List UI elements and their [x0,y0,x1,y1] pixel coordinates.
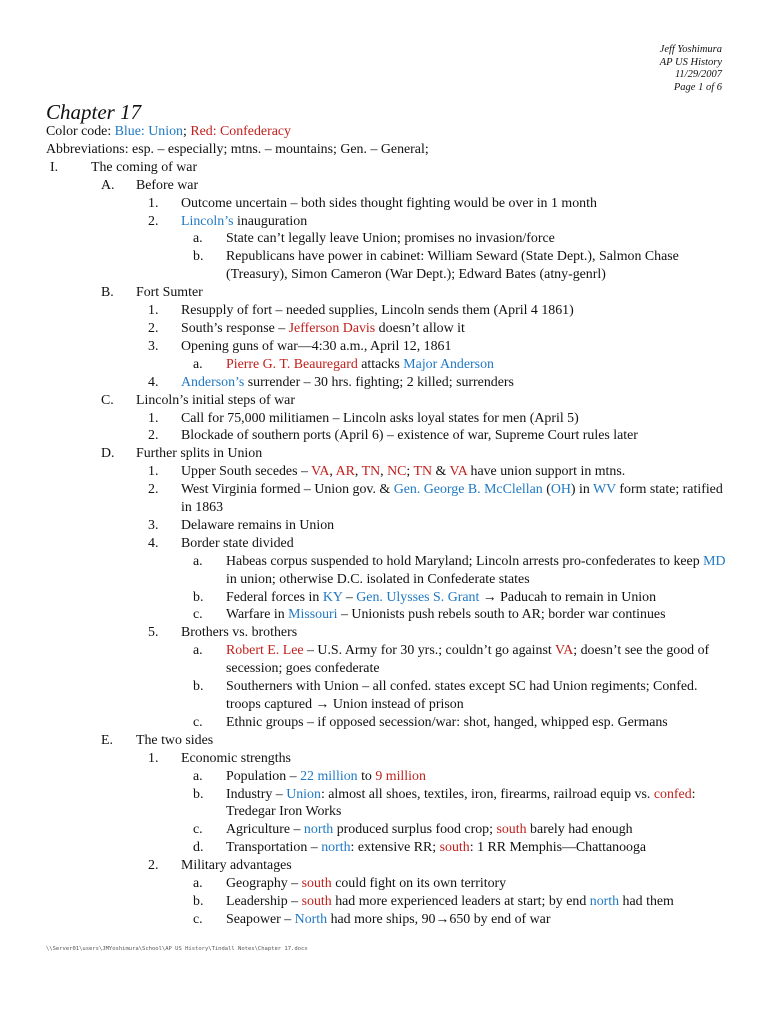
text-segment: Lincoln’s initial steps of war [136,392,295,408]
outline-marker: C. [101,392,114,408]
text-segment: – Unionists push rebels south to AR; border war continues [337,607,666,623]
text-segment: VA [554,643,574,659]
text-segment: south [496,822,527,838]
outline-marker: 2. [148,320,159,336]
outline-marker: B. [101,285,114,301]
text-segment: Abbreviations: esp. – especially; mtns. – mountains; Gen. – General; [46,141,429,157]
text-segment: in union; otherwise D.C. isolated in Confederate states [226,571,530,587]
text-segment: Warfare in [226,607,289,623]
outline-marker: 1. [148,464,159,480]
text-segment: → Paducah to remain in Union [479,589,657,605]
text-segment: inauguration [233,213,308,229]
text-segment: Blockade of southern ports (April 6) – existence of war, Supreme Court rules later [181,428,638,444]
text-segment: West Virginia formed – Union gov. & [181,482,394,498]
preface-line [46,141,728,159]
text-segment: Anderson’s [181,374,245,390]
outline-item-level-4 [46,230,728,248]
course-name: AP US History [659,56,722,68]
text-segment: Major Anderson [403,356,494,372]
text-segment: Ethnic groups – if opposed secession/war: shot, hanged, whipped esp. Germans [226,714,668,730]
outline-item-level-4 [46,875,728,893]
text-segment: Gen. Ulysses S. Grant [356,589,480,605]
text-segment: VA [311,464,330,480]
outline-marker: D. [101,446,115,462]
outline-text [46,786,726,822]
text-segment: 22 million [300,768,358,784]
text-segment: , [380,464,388,480]
outline-item-level-3 [46,857,728,875]
text-segment: ; [182,124,191,139]
text-segment: north [589,893,620,909]
text-segment: to [357,768,376,784]
text-segment: south [301,876,332,892]
text-segment: & [432,464,450,480]
text-segment: MD [703,553,726,569]
outline-item-level-2 [46,177,728,195]
text-segment: Habeas corpus suspended to hold Maryland; Lincoln arrests pro-confederates to keep [226,553,704,569]
text-segment: The two sides [136,732,214,748]
outline-marker: b. [193,786,204,802]
text-segment: form state; ratified in 1863 [181,482,723,516]
text-segment: : Tredegar Iron Works [226,786,696,820]
text-segment: Resupply of fort – needed supplies, Lincoln sends them (April 4 1861) [181,303,574,319]
text-segment: had them [619,893,674,909]
text-segment: : 1 RR Memphis—Chattanooga [469,840,647,856]
outline-marker: c. [193,911,203,927]
outline-text [46,392,726,410]
outline-marker: 1. [148,750,159,766]
outline-text [46,445,726,463]
text-segment: : extensive RR; [350,840,440,856]
outline-text [46,893,726,911]
outline-text [46,284,726,302]
outline-item-level-3 [46,338,728,356]
outline-item-level-1 [46,159,728,177]
outline-text [46,875,726,893]
outline-item-level-4 [46,768,728,786]
text-segment: Gen. George B. McClellan [393,482,543,498]
text-segment: Military advantages [181,858,292,874]
text-segment: VA [449,464,468,480]
outline-text [46,732,726,750]
outline-marker: b. [193,679,204,695]
text-segment: had more ships, 90→650 by end of war [327,911,551,927]
outline-text [46,589,726,607]
text-segment: KY [322,589,343,605]
text-segment: Economic strengths [181,750,291,766]
text-segment: ; doesn’t see the good of secession; goes confederate [226,643,710,677]
text-segment: Upper South secedes – [181,464,312,480]
outline-marker: c. [193,822,203,838]
text-segment: Delaware remains in Union [181,517,335,533]
outline-marker: 1. [148,195,159,211]
text-segment: Union [286,786,321,802]
text-segment: , [354,464,362,480]
text-segment: have union support in mtns. [467,464,626,480]
outline-text [46,177,726,195]
outline-marker: a. [193,553,203,569]
text-segment: Jefferson Davis [288,320,376,336]
text-segment: Color code: [46,124,115,139]
text-segment: : almost all shoes, textiles, iron, firearms, railroad equip vs. [320,786,654,802]
outline-item-level-4 [46,911,728,929]
text-segment: , [329,464,336,480]
outline-marker: 2. [148,428,159,444]
outline-item-level-2 [46,445,728,463]
preface-line [46,123,728,141]
outline-marker: 5. [148,625,159,641]
outline-text [46,839,726,857]
outline-marker: c. [193,714,203,730]
text-segment: Transportation – [226,840,322,856]
outline-text [46,230,726,248]
outline-item-level-2 [46,732,728,750]
outline-marker: 2. [148,482,159,498]
chapter-title: Chapter 17 [46,100,142,124]
outline-marker: I. [50,159,59,175]
outline-text [46,911,726,929]
outline-marker: 1. [148,410,159,426]
outline-text [46,714,726,732]
text-segment: Outcome uncertain – both sides thought fighting would be over in 1 month [181,195,597,211]
outline-item-level-3 [46,302,728,320]
text-segment: Before war [136,177,199,193]
text-segment: Agriculture – [226,822,304,838]
outline-marker: b. [193,589,204,605]
outline-text [46,553,726,589]
text-segment: Industry – [226,786,287,802]
text-segment: NC [387,464,407,480]
text-segment: had more experienced leaders at start; by end [331,893,590,909]
outline-marker: a. [193,231,203,247]
outline-item-level-3 [46,320,728,338]
outline-marker: a. [193,356,203,372]
text-segment: – [342,589,357,605]
author-name: Jeff Yoshimura [659,44,722,55]
text-segment: ; [406,464,414,480]
outline-item-level-2 [46,392,728,410]
file-path-footer: \\Server01\users\JMYoshimura\School\AP US History\Tindall Notes\Chapter 17.docx [46,946,308,952]
outline-item-level-4 [46,786,728,822]
outline-text [46,768,726,786]
outline-marker: 4. [148,535,159,551]
outline-item-level-4 [46,589,728,607]
text-segment: confed [653,786,692,802]
text-segment: Call for 75,000 militiamen – Lincoln asks loyal states for men (April 5) [181,410,579,426]
text-segment: Further splits in Union [136,446,263,462]
outline-item-level-3 [46,481,728,517]
outline-item-level-3 [46,750,728,768]
text-segment: – U.S. Army for 30 yrs.; couldn’t go against [303,643,555,659]
outline-marker: 3. [148,517,159,533]
text-segment: Border state divided [181,535,294,551]
outline-marker: a. [193,643,203,659]
outline-marker: 2. [148,213,159,229]
text-segment: South’s response – [181,320,289,336]
outline-marker: a. [193,876,203,892]
outline-item-level-4 [46,678,728,714]
text-segment: ( [542,482,551,498]
outline-item-level-3 [46,195,728,213]
outline-text [46,248,726,284]
outline-item-level-3 [46,374,728,392]
text-segment: Geography – [226,876,302,892]
outline-marker: 1. [148,303,159,319]
outline-item-level-3 [46,517,728,535]
outline-marker: b. [193,893,204,909]
text-segment: Opening guns of war—4:30 a.m., April 12, 1861 [181,338,452,354]
text-segment: north [321,840,351,856]
outline-marker: a. [193,768,203,784]
text-segment: Blue: Union [114,124,183,139]
header-block [660,44,722,94]
text-segment: Pierre G. T. Beauregard [226,356,358,372]
text-segment: Leadership – [226,893,302,909]
text-segment: 9 million [375,768,426,784]
text-segment: The coming of war [91,159,198,175]
outline-text [46,606,726,624]
text-segment: North [294,911,328,927]
outline-item-level-4 [46,553,728,589]
text-segment: Southerners with Union – all confed. states except SC had Union regiments; Confed. troops captured → Union instead of prison [226,679,698,712]
outline-marker: c. [193,607,203,623]
text-segment: north [303,822,334,838]
outline-marker: b. [193,249,204,265]
outline-item-level-3 [46,463,728,481]
text-segment: WV [593,482,616,498]
outline-item-level-3 [46,535,728,553]
text-segment: could fight on its own territory [331,876,507,892]
outline-marker: A. [101,177,115,193]
outline-item-level-4 [46,714,728,732]
page-number: Page 1 of 6 [673,81,722,93]
preface [46,123,728,159]
document-date: 11/29/2007 [674,69,722,80]
text-segment: Missouri [288,607,338,623]
text-segment: south [439,840,470,856]
text-segment: produced surplus food crop; [333,822,497,838]
text-segment: ) in [570,482,594,498]
outline-item-level-4 [46,248,728,284]
outline-item-level-4 [46,356,728,374]
text-segment: Republicans have power in cabinet: William Seward (State Dept.), Salmon Chase (Treasury), Simon Cameron (War Dept.); Edward Bates (atny-genrl) [226,249,679,283]
outline-item-level-3 [46,427,728,445]
text-segment: doesn’t allow it [375,320,465,336]
outline-marker: 4. [148,374,159,390]
text-segment: Robert E. Lee [226,643,304,659]
text-segment: Population – [226,768,301,784]
outline-item-level-4 [46,821,728,839]
outline-marker: d. [193,840,204,856]
text-segment: State can’t legally leave Union; promises no invasion/force [226,231,555,247]
outline-item-level-4 [46,839,728,857]
text-segment: Brothers vs. brothers [181,625,298,641]
outline-text [46,159,726,177]
outline-marker: 2. [148,858,159,874]
text-segment: Seapower – [226,911,295,927]
outline-text [46,821,726,839]
outline-text [46,642,726,678]
outline-item-level-4 [46,893,728,911]
text-segment: AR [335,464,355,480]
outline-text [46,678,726,714]
text-segment: barely had enough [526,822,633,838]
text-segment: attacks [357,356,404,372]
outline-item-level-3 [46,213,728,231]
text-segment: Lincoln’s [181,213,234,229]
outline-list [46,159,728,929]
outline-item-level-3 [46,624,728,642]
text-segment: surrender – 30 hrs. fighting; 2 killed; surrenders [244,374,514,390]
text-segment: Federal forces in [226,589,323,605]
outline-item-level-2 [46,284,728,302]
text-segment: south [301,893,332,909]
text-segment: TN [361,464,381,480]
text-segment: OH [550,482,571,498]
notes-body [46,123,728,929]
outline-marker: 3. [148,338,159,354]
text-segment: Fort Sumter [136,285,203,301]
outline-marker: E. [101,732,113,748]
text-segment: TN [413,464,433,480]
outline-text [46,356,726,374]
outline-item-level-4 [46,606,728,624]
outline-item-level-3 [46,410,728,428]
outline-item-level-4 [46,642,728,678]
text-segment: Red: Confederacy [190,124,291,139]
